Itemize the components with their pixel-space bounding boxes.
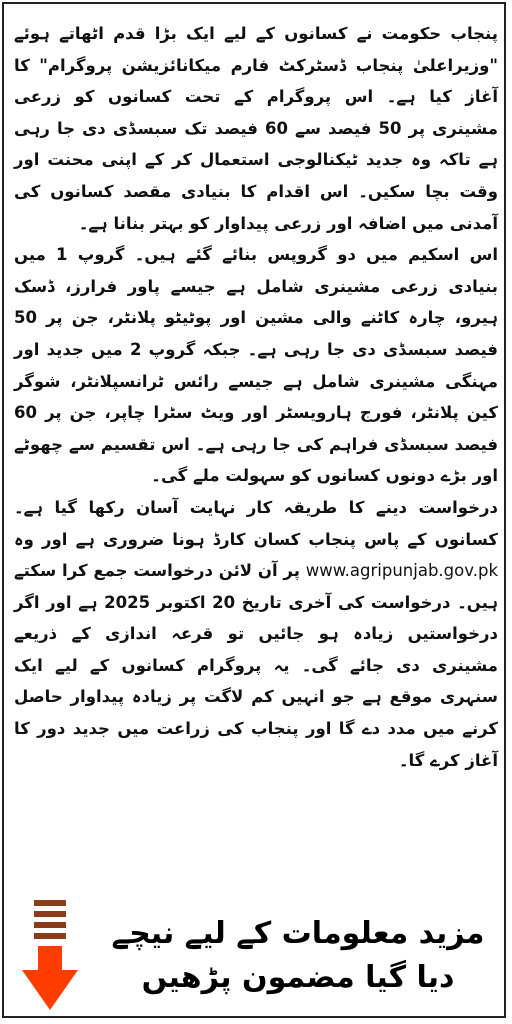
down-arrow-head xyxy=(22,970,78,1010)
read-more-banner xyxy=(0,900,512,1024)
paragraph-intro: پنجاب حکومت نے کسانوں کے لیے ایک بڑا قدم اٹھاتے ہوئے "وزیراعلیٰ پنجاب ڈسٹرکٹ فارم میکانائزیشن پروگرام" کا آغاز کیا ہے۔ اس پروگرام کے تحت کسانوں کو زرعی مشینری پر 50 فیصد سے 60 فیصد تک سبسڈی دی جا رہی ہے تاکہ وہ جدید ٹیکنالوجی استعمال کر کے اپنی محنت اور وقت بچا سکیں۔ اس اقدام کا بنیادی مقصد کسانوں کی آمدنی میں اضافہ اور زرعی پیداوار کو بہتر بنانا ہے۔ xyxy=(14,24,498,233)
read-more-line-2: دیا گیا مضمون پڑھیں xyxy=(141,960,455,995)
stripe xyxy=(34,911,66,917)
down-arrow-icon xyxy=(38,946,62,972)
article-body xyxy=(14,18,498,776)
stripe xyxy=(34,933,66,939)
arrow-stripes xyxy=(34,900,66,944)
paragraph-groups: اس اسکیم میں دو گروپس بنائے گئے ہیں۔ گروپ 1 میں بنیادی زرعی مشینری شامل ہے جیسے پاور فرارز، ڈسک ہیرو، چارہ کاٹنے والی مشین اور پوٹیٹو پلانٹر، جن پر 50 فیصد سبسڈی دی جا رہی ہے۔ جبکہ گروپ 2 میں جدید اور مہنگی مشینری شامل ہے جیسے رائس ٹرانسپلانٹر، شوگر کین پلانٹر، فورج ہارویسٹر اور ویٹ سٹرا چاپر، جن پر 60 فیصد سبسڈی فراہم کی جا رہی ہے۔ اس تقسیم سے چھوٹے اور بڑے دونوں کسانوں کو سہولت ملے گی۔ xyxy=(14,245,498,486)
application-text: درخواست دینے کا طریقہ کار نہایت آسان رکھا گیا ہے۔ کسانوں کے پاس پنجاب کسان کارڈ ہونا ضروری ہے اور وہ xyxy=(14,497,498,549)
stripe xyxy=(34,900,66,906)
read-more-line-1: مزید معلومات کے لیے نیچے xyxy=(111,916,485,951)
paragraph-application xyxy=(14,492,498,776)
application-text-continued: پر آن لائن درخواست جمع کرا سکتے ہیں۔ درخواست کی آخری تاریخ 20 اکتوبر 2025 ہے اور اگر درخواستیں زیادہ ہو جائیں تو قرعہ اندازی کے ذریعے مشینری دی جائے گی۔ یہ پروگرام کسانوں کے لیے ایک سنہری موقع ہے جو انہیں کم لاگت پر زیادہ پیداوار حاصل کرنے میں مدد دے گا اور پنجاب کی زراعت میں جدید دور کا آغاز کرے گا۔ xyxy=(14,561,498,770)
website-url: www.agripunjab.gov.pk xyxy=(305,561,498,581)
stripe xyxy=(34,922,66,928)
